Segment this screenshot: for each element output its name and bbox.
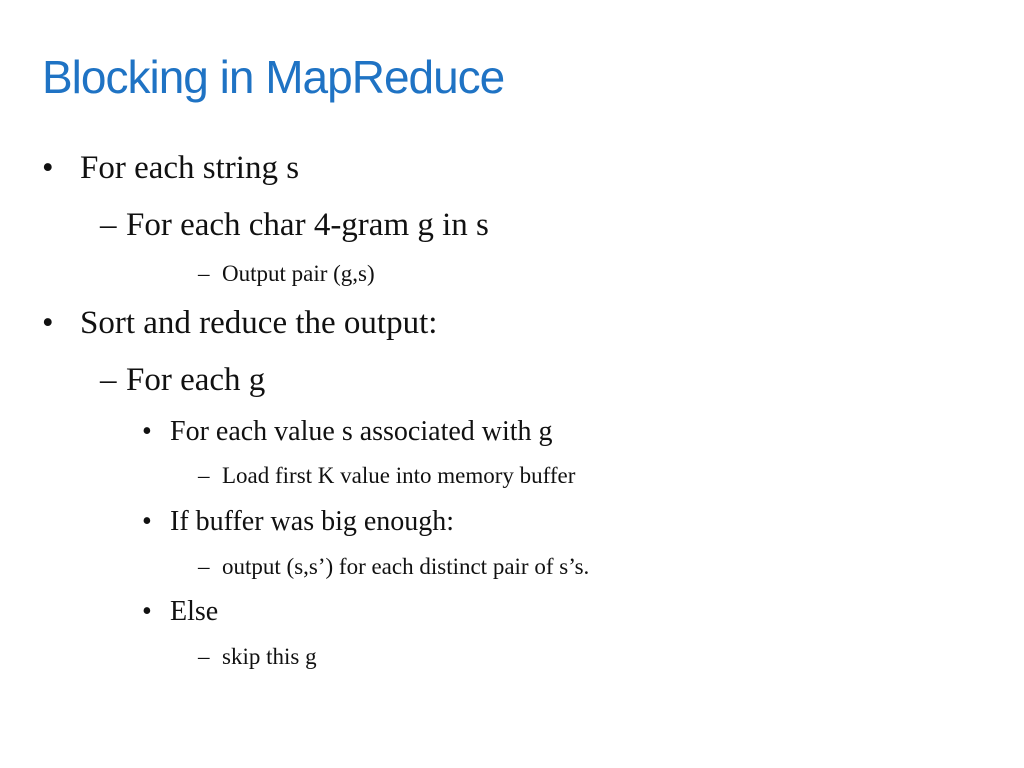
bullet-item (42, 152, 299, 185)
bullet-text: For each char 4-gram g in s (126, 207, 489, 243)
bullet-text: Output pair (g,s) (222, 261, 375, 286)
bullet-item (198, 262, 375, 285)
bullet-item (198, 555, 589, 578)
bullet-text: For each value s associated with g (170, 416, 553, 447)
bullet-text: Else (170, 596, 219, 627)
slide-title: Blocking in MapReduce (42, 51, 505, 103)
bullet-text: output (s,s’) for each distinct pair of s’s. (222, 554, 590, 579)
bullet-text: For each string s (80, 150, 300, 186)
dash-marker: – (198, 554, 210, 579)
bullet-marker: • (42, 305, 54, 341)
bullet-item (142, 598, 218, 626)
bullet-marker: • (142, 596, 152, 627)
bullet-text: skip this g (222, 644, 317, 669)
bullet-item (42, 307, 437, 340)
dash-marker: – (100, 362, 117, 398)
bullet-marker: • (142, 416, 152, 447)
bullet-item (142, 508, 454, 536)
bullet-item (100, 364, 265, 397)
dash-marker: – (198, 463, 210, 488)
dash-marker: – (198, 644, 210, 669)
dash-marker: – (100, 207, 117, 243)
bullet-text: For each g (126, 362, 266, 398)
bullet-marker: • (142, 506, 152, 537)
bullet-item (100, 209, 489, 242)
bullet-item (142, 418, 553, 446)
bullet-item (198, 645, 317, 668)
dash-marker: – (198, 261, 210, 286)
bullet-marker: • (42, 150, 54, 186)
bullet-text: Load first K value into memory buffer (222, 463, 576, 488)
bullet-text: Sort and reduce the output: (80, 305, 438, 341)
bullet-text: If buffer was big enough: (170, 506, 455, 537)
bullet-item (198, 464, 575, 487)
